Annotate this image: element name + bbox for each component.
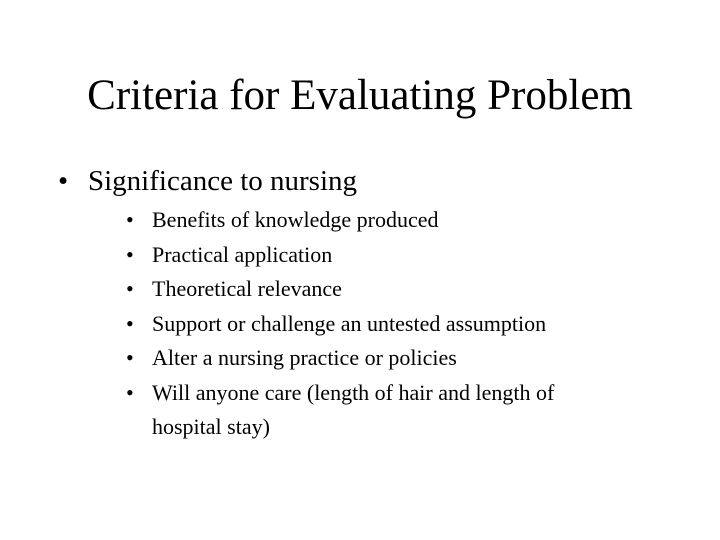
sub-bullet-text: Benefits of knowledge produced — [152, 207, 439, 232]
sub-bullet-item — [126, 238, 626, 273]
sub-bullet-text: Alter a nursing practice or policies — [152, 345, 457, 370]
bullet-marker: • — [126, 310, 134, 336]
sub-bullet-text: Will anyone care (length of hair and length of hospital stay) — [152, 379, 555, 439]
bullet-marker: • — [126, 276, 134, 301]
main-bullet-point — [58, 163, 357, 199]
sub-bullet-item — [126, 203, 626, 238]
sub-bullet-item — [126, 376, 626, 445]
slide-title: Criteria for Evaluating Problem — [87, 72, 633, 119]
bullet-marker: • — [126, 345, 134, 370]
bullet-marker: • — [126, 207, 134, 232]
bullet-marker: • — [58, 165, 69, 197]
sub-bullet-item — [126, 307, 626, 342]
sub-bullet-list — [126, 203, 626, 445]
bullet-marker: • — [126, 379, 134, 405]
bullet-marker: • — [126, 241, 134, 267]
main-bullet-text: Significance to nursing — [88, 165, 358, 197]
sub-bullet-text: Support or challenge an untested assumption — [152, 310, 547, 336]
sub-bullet-item — [126, 272, 626, 307]
sub-bullet-item — [126, 341, 626, 376]
sub-bullet-text: Practical application — [152, 241, 333, 267]
sub-bullet-text: Theoretical relevance — [152, 276, 342, 301]
